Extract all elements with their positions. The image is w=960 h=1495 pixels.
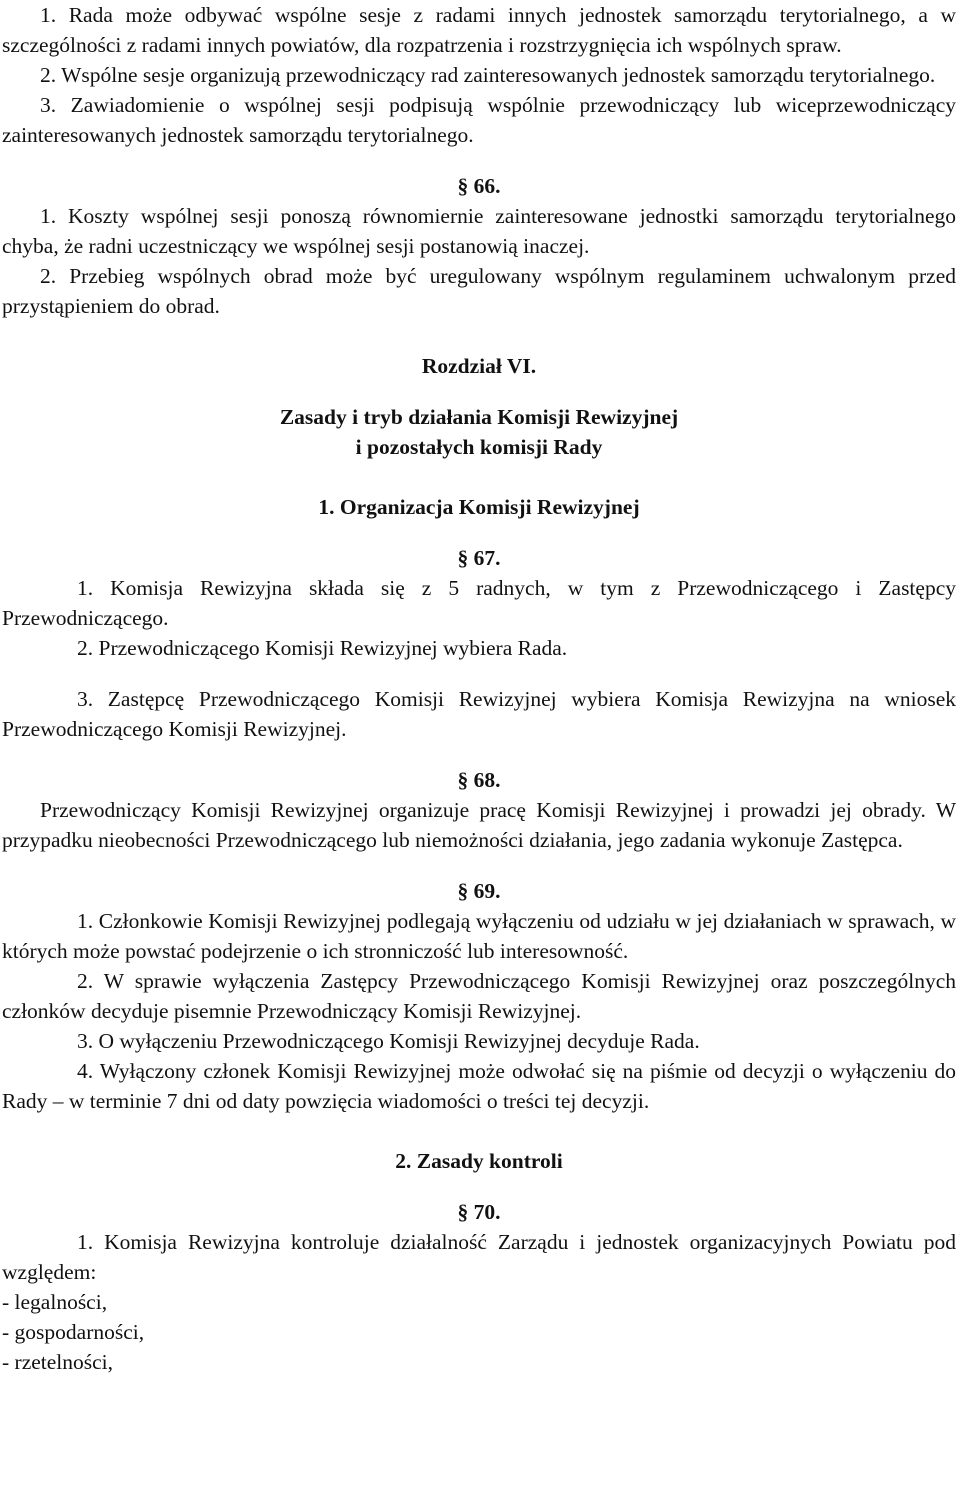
chapter-title-line-2: i pozostałych komisji Rady — [355, 435, 603, 459]
section-66-heading: § 66. — [457, 174, 501, 198]
paragraph-65-2: 2. Wspólne sesje organizują przewodniczący rad zainteresowanych jednostek samorządu terytorialnego. — [40, 63, 936, 87]
criteria-list — [2, 1287, 956, 1377]
list-item: - legalności, — [2, 1290, 108, 1314]
subchapter-heading-1: 1. Organizacja Komisji Rewizyjnej — [318, 495, 640, 519]
paragraph-67-1: 1. Komisja Rewizyjna składa się z 5 radnych, w tym z Przewodniczącego i Zastępcy Przewodniczącego. — [2, 576, 956, 630]
paragraph-69-3: 3. O wyłączeniu Przewodniczącego Komisji Rewizyjnej decyduje Rada. — [77, 1029, 700, 1053]
paragraph-67-3: 3. Zastępcę Przewodniczącego Komisji Rewizyjnej wybiera Komisja Rewizyjna na wniosek Przewodniczącego Komisji Rewizyjnej. — [2, 687, 956, 741]
paragraph-65-1: 1. Rada może odbywać wspólne sesje z radami innych jednostek samorządu terytorialnego, a w szczególności z radami innych powiatów, dla rozpatrzenia i rozstrzygnięcia ich wspólnych spraw. — [2, 3, 956, 57]
section-69-heading: § 69. — [457, 879, 501, 903]
chapter-heading: Rozdział VI. — [421, 354, 537, 378]
paragraph-66-2: 2. Przebieg wspólnych obrad może być uregulowany wspólnym regulaminem uchwalonym przed przystąpieniem do obrad. — [2, 264, 956, 318]
section-70-heading: § 70. — [457, 1200, 501, 1224]
list-item: - rzetelności, — [2, 1350, 114, 1374]
paragraph-66-1: 1. Koszty wspólnej sesji ponoszą równomiernie zainteresowane jednostki samorządu terytorialnego chyba, że radni uczestniczący we wspólnej sesji postanowią inaczej. — [2, 204, 956, 258]
paragraph-68: Przewodniczący Komisji Rewizyjnej organizuje pracę Komisji Rewizyjnej i prowadzi jej obrady. W przypadku nieobecności Przewodniczącego lub niemożności działania, jego zadania wykonuje Zastępca. — [2, 798, 956, 852]
subchapter-heading-2: 2. Zasady kontroli — [395, 1149, 563, 1173]
paragraph-70-1: 1. Komisja Rewizyjna kontroluje działalność Zarządu i jednostek organizacyjnych Powiatu pod względem: — [2, 1230, 956, 1284]
paragraph-65-3: 3. Zawiadomienie o wspólnej sesji podpisują wspólnie przewodniczący lub wiceprzewodniczący zainteresowanych jednostek samorządu terytorialnego. — [2, 93, 956, 147]
section-67-heading: § 67. — [457, 546, 501, 570]
paragraph-69-2: 2. W sprawie wyłączenia Zastępcy Przewodniczącego Komisji Rewizyjnej oraz poszczególnych członków decyduje pisemnie Przewodniczący Komisji Rewizyjnej. — [2, 969, 956, 1023]
paragraph-69-1: 1. Członkowie Komisji Rewizyjnej podlegają wyłączeniu od udziału w jej działaniach w sprawach, w których może powstać podejrzenie o ich stronniczość lub interesowność. — [2, 909, 956, 963]
list-item: - gospodarności, — [2, 1320, 145, 1344]
chapter-title-line-1: Zasady i tryb działania Komisji Rewizyjnej — [279, 405, 679, 429]
paragraph-67-2: 2. Przewodniczącego Komisji Rewizyjnej wybiera Rada. — [77, 636, 568, 660]
section-68-heading: § 68. — [457, 768, 501, 792]
paragraph-69-4: 4. Wyłączony członek Komisji Rewizyjnej może odwołać się na piśmie od decyzji o wyłączeniu do Rady – w terminie 7 dni od daty powzięcia wiadomości o treści tej decyzji. — [2, 1059, 956, 1113]
